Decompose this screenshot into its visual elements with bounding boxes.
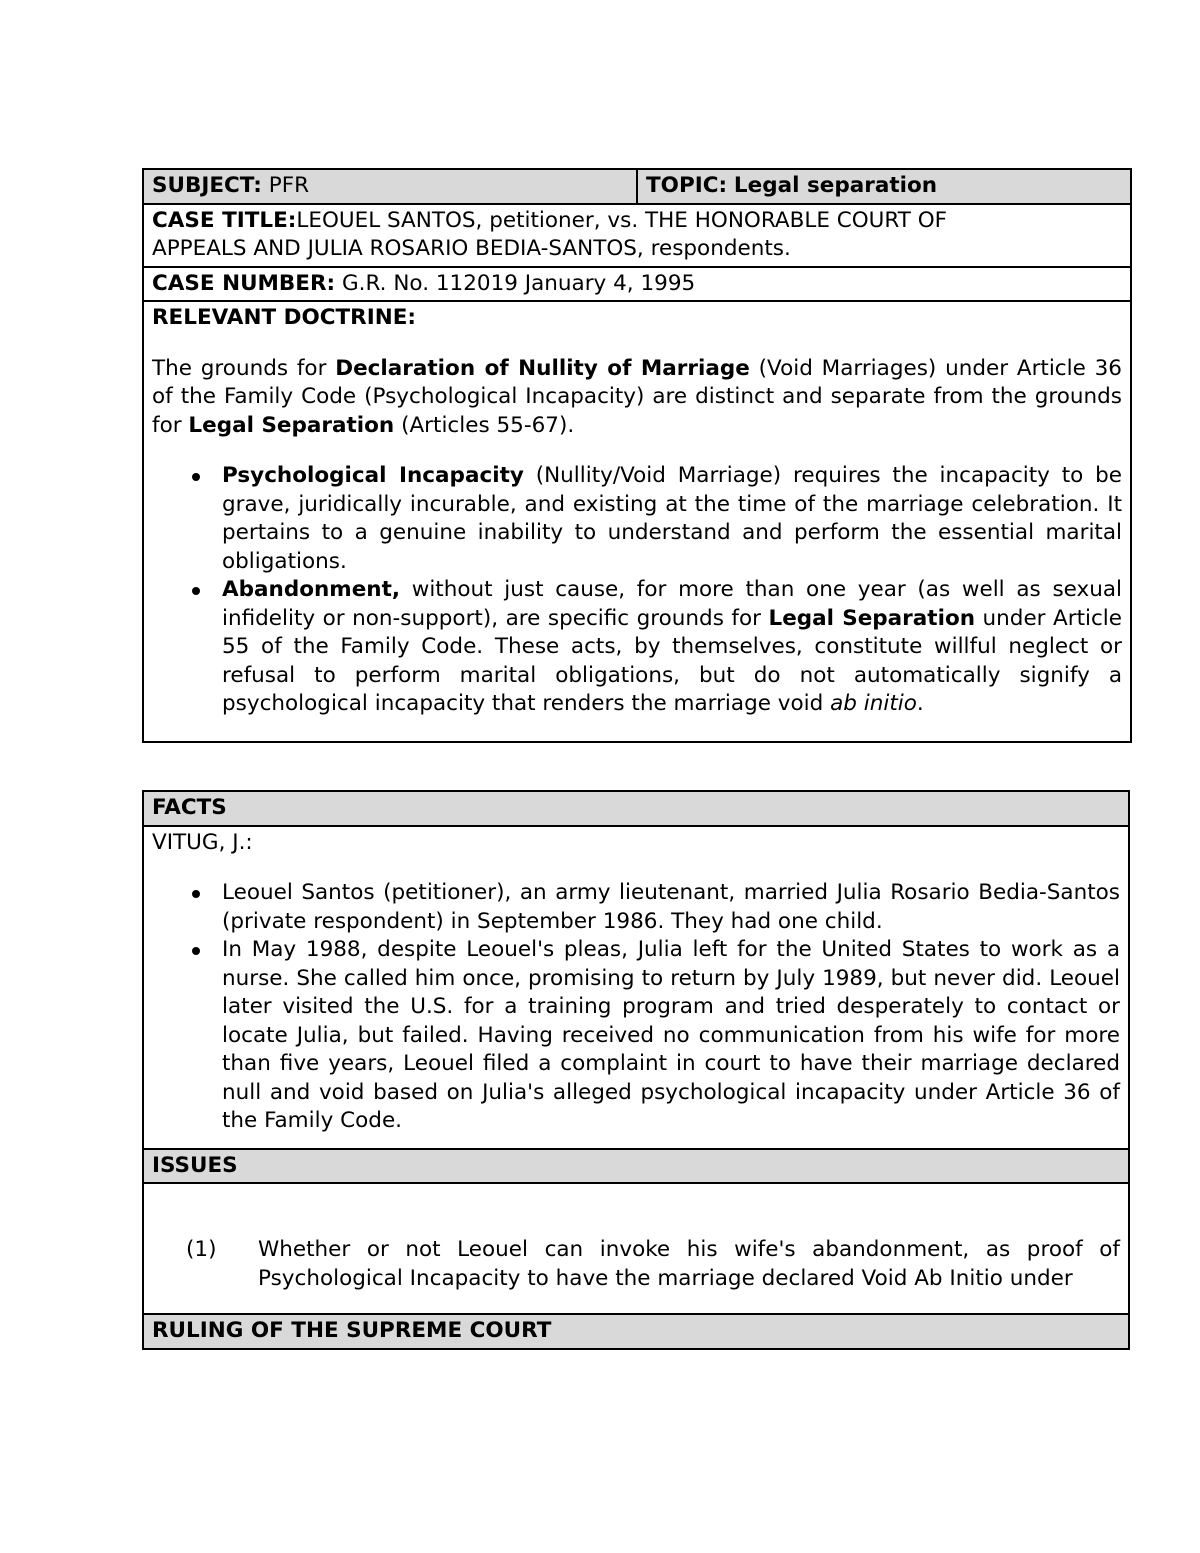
- list-item: Abandonment, without just cause, for more than one year (as well as sexual infidelity or non-support), are specific grounds for Legal Separation under Article 55 of the Family Code. These acts, by themselves, constitute willful neglect or refusal to perform marital obligations, but do not automatically signify a psychological incapacity that renders the marriage void ab initio.: [152, 576, 1122, 719]
- list-item: Psychological Incapacity (Nullity/Void Marriage) requires the incapacity to be grave, juridically incurable, and existing at the time of the marriage celebration. It pertains to a genuine inability to understand and perform the essential marital obligations.: [152, 462, 1122, 576]
- facts-row: [143, 826, 1129, 1149]
- case-number-label: CASE NUMBER:: [152, 270, 336, 296]
- case-info-table: [142, 168, 1132, 743]
- case-body-table: [142, 790, 1130, 1350]
- case-number-value: G.R. No. 112019 January 4, 1995: [342, 270, 696, 296]
- case-title-line1: LEOUEL SANTOS, petitioner, vs. THE HONORABLE COURT OF: [296, 207, 948, 233]
- doctrine-heading: RELEVANT DOCTRINE:: [152, 305, 416, 330]
- bullet-icon: [192, 587, 200, 595]
- ruling-heading: RULING OF THE SUPREME COURT: [143, 1314, 1129, 1349]
- doctrine-bullet-list: [152, 462, 1122, 719]
- issue-item: [152, 1236, 1120, 1293]
- subject-value: PFR: [268, 173, 310, 198]
- facts-author: VITUG, J.:: [152, 829, 253, 855]
- issue-text: Whether or not Leouel can invoke his wife's abandonment, as proof of Psychological Incapacity to have the marriage declared Void Ab Initio under: [258, 1237, 1120, 1291]
- issues-cell: [143, 1183, 1129, 1314]
- topic-value: Legal separation: [733, 173, 938, 198]
- doctrine-cell: [143, 301, 1131, 742]
- subject-label: SUBJECT:: [152, 173, 262, 198]
- facts-cell: [143, 826, 1129, 1149]
- case-number-cell: [143, 267, 1131, 302]
- ruling-heading-row: [143, 1314, 1129, 1349]
- facts-heading-row: [143, 791, 1129, 826]
- case-title-label: CASE TITLE:: [152, 207, 297, 233]
- bullet-icon: [192, 890, 200, 898]
- doctrine-paragraph: The grounds for Declaration of Nullity of Marriage (Void Marriages) under Article 36 of the Family Code (Psychological Incapacity) are distinct and separate from the grounds for Legal Separation (Articles 55-67).: [152, 355, 1122, 438]
- topic-label: TOPIC:: [646, 173, 728, 198]
- case-title-cell: [143, 204, 1131, 267]
- subject-topic-row: [143, 169, 1131, 204]
- list-item: In May 1988, despite Leouel's pleas, Julia left for the United States to work as a nurse. She called him once, promising to return by July 1989, but never did. Leouel later visited the U.S. for a training program and tried desperately to contact or locate Julia, but failed. Having received no communication from his wife for more than five years, Leouel filed a complaint in court to have their marriage declared null and void based on Julia's alleged psychological incapacity under Article 36 of the Family Code.: [152, 936, 1120, 1136]
- issue-number: (1): [186, 1237, 217, 1262]
- subject-cell: [143, 169, 637, 204]
- topic-cell: [637, 169, 1131, 204]
- case-title-row: [143, 204, 1131, 267]
- facts-heading: FACTS: [143, 791, 1129, 826]
- bullet-icon: [192, 473, 200, 481]
- issues-heading-row: [143, 1149, 1129, 1184]
- bullet-icon: [192, 947, 200, 955]
- issues-heading: ISSUES: [143, 1149, 1129, 1184]
- issues-row: [143, 1183, 1129, 1314]
- case-title-line2: APPEALS AND JULIA ROSARIO BEDIA-SANTOS, respondents.: [152, 236, 791, 261]
- doctrine-row: [143, 301, 1131, 742]
- list-item: Leouel Santos (petitioner), an army lieutenant, married Julia Rosario Bedia-Santos (private respondent) in September 1986. They had one child.: [152, 879, 1120, 936]
- facts-list: [152, 879, 1120, 1136]
- case-number-row: [143, 267, 1131, 302]
